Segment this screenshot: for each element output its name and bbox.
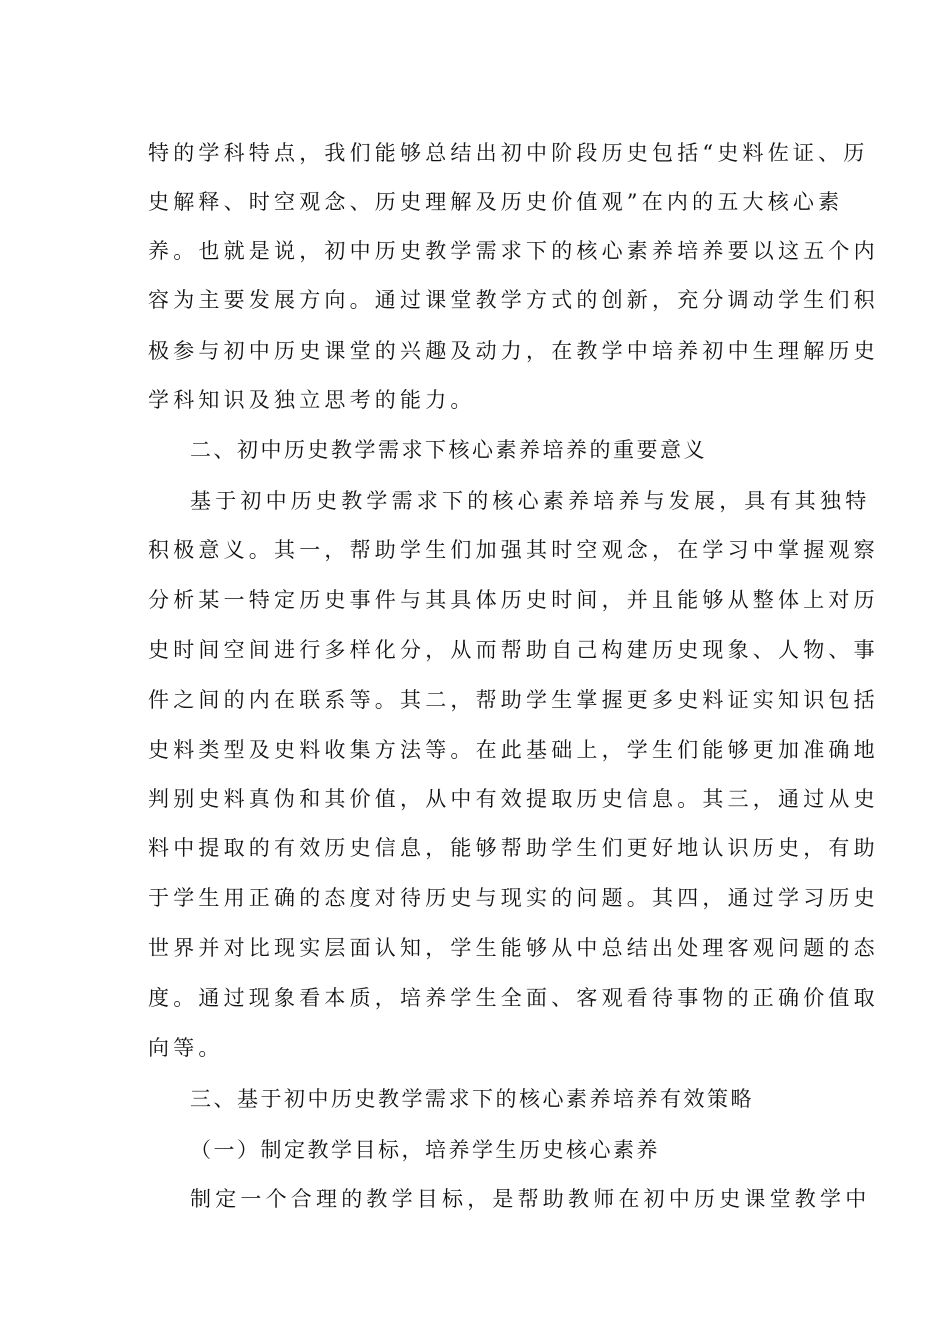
paragraph-1-line-4: 容为主要发展方向。通过课堂教学方式的创新，充分调动学生们积 — [148, 288, 879, 312]
paragraph-2-line-3: 分析某一特定历史事件与其具体历史时间，并且能够从整体上对历 — [148, 588, 879, 612]
paragraph-2-line-7: 判别史料真伪和其价值，从中有效提取历史信息。其三，通过从史 — [148, 787, 879, 811]
paragraph-2-line-4: 史时间空间进行多样化分，从而帮助自己构建历史现象、人物、事 — [148, 638, 879, 662]
paragraph-1-line-6: 学科知识及独立思考的能力。 — [148, 388, 476, 412]
paragraph-1-line-1: 特的学科特点，我们能够总结出初中阶段历史包括“史料佐证、历 — [148, 141, 869, 165]
paragraph-2-line-2: 积极意义。其一，帮助学生们加强其时空观念，在学习中掌握观察 — [148, 538, 879, 562]
subsection-heading-3-1: （一）制定教学目标，培养学生历史核心素养 — [190, 1138, 660, 1162]
paragraph-1-line-5: 极参与初中历史课堂的兴趣及动力，在教学中培养初中生理解历史 — [148, 339, 879, 363]
paragraph-2-line-10: 世界并对比现实层面认知，学生能够从中总结出处理客观问题的态 — [148, 936, 879, 960]
section-heading-2: 二、初中历史教学需求下核心素养培养的重要意义 — [190, 438, 707, 462]
paragraph-1-line-3: 养。也就是说，初中历史教学需求下的核心素养培养要以这五个内 — [148, 239, 879, 263]
paragraph-2-line-8: 料中提取的有效历史信息，能够帮助学生们更好地认识历史，有助 — [148, 836, 879, 860]
paragraph-2-line-6: 史料类型及史料收集方法等。在此基础上，学生们能够更加准确地 — [148, 738, 879, 762]
paragraph-3-line-1: 制定一个合理的教学目标，是帮助教师在初中历史课堂教学中 — [190, 1187, 871, 1211]
paragraph-2-line-1: 基于初中历史教学需求下的核心素养培养与发展，具有其独特 — [190, 489, 871, 513]
paragraph-2-line-9: 于学生用正确的态度对待历史与现实的问题。其四，通过学习历史 — [148, 886, 879, 910]
paragraph-2-line-5: 件之间的内在联系等。其二，帮助学生掌握更多史料证实知识包括 — [148, 688, 879, 712]
paragraph-1-line-2: 史解释、时空观念、历史理解及历史价值观”在内的五大核心素 — [148, 190, 844, 214]
paragraph-2-line-11: 度。通过现象看本质，培养学生全面、客观看待事物的正确价值取 — [148, 986, 879, 1010]
paragraph-2-line-12: 向等。 — [148, 1036, 224, 1060]
section-heading-3: 三、基于初中历史教学需求下的核心素养培养有效策略 — [190, 1087, 754, 1111]
